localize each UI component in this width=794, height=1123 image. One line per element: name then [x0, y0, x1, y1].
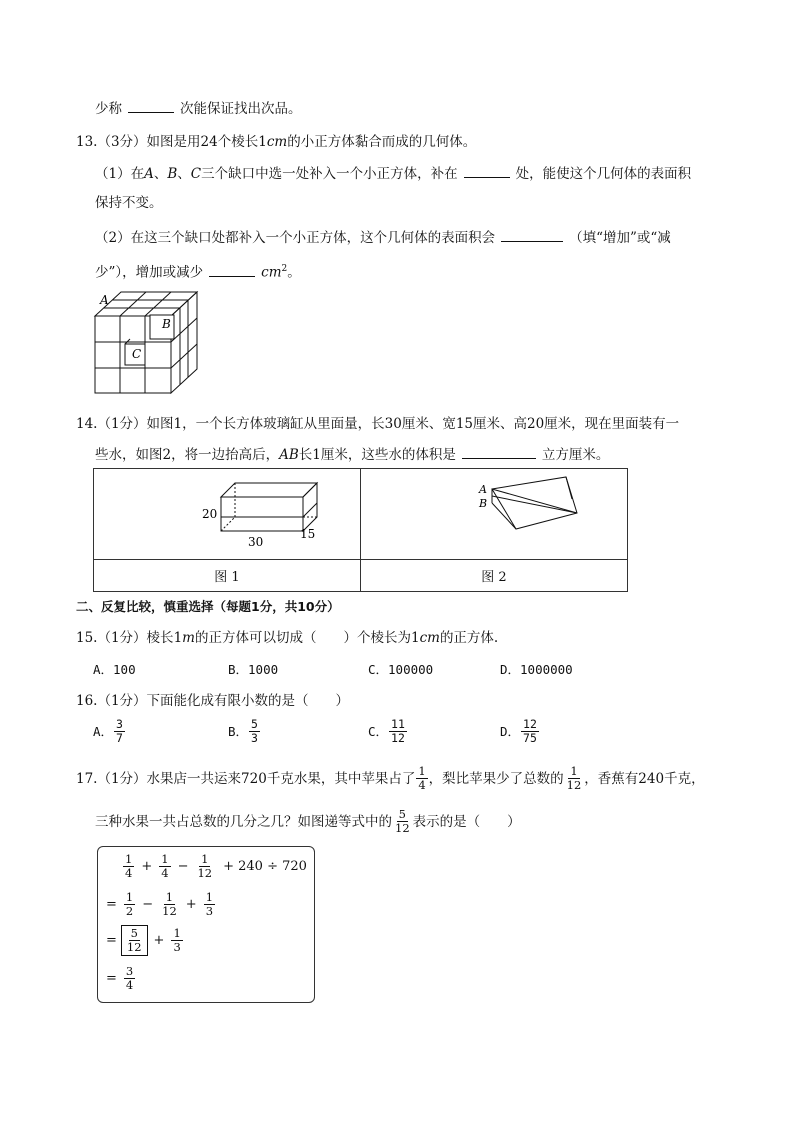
fig2-label-a: A — [479, 483, 487, 496]
q15-option-b[interactable]: B．1000 — [228, 662, 279, 677]
q13-p2-text-b: （填“增加”或“减 — [569, 230, 671, 246]
fig1-length: 30 — [248, 535, 264, 549]
section-2-heading: 二、反复比较，慎重选择（每题1分，共10分） — [76, 599, 340, 614]
q13-unit-num: 1 — [258, 134, 267, 150]
fig1-caption: 图 1 — [94, 560, 361, 592]
fig2-label-b: B — [479, 497, 488, 510]
q17-calculation-box — [97, 846, 315, 1003]
q14-text-c: 立方厘米。 — [541, 447, 610, 463]
q13-p2-unit: cm — [261, 264, 282, 281]
q16-option-b-label: B． — [228, 723, 249, 739]
q13-part2-line2 — [95, 259, 301, 283]
q17-text-b: ，梨比苹果少了总数的 — [428, 770, 564, 787]
q16-option-d-label: D． — [500, 723, 521, 739]
q16-option-c-label: C． — [368, 723, 389, 739]
q15-option-d[interactable]: D．1000000 — [500, 662, 573, 677]
q13-part2-line1 — [95, 227, 671, 248]
q14-line1: 14.（1分）如图1，一个长方体玻璃缸从里面量，长30厘米、宽15厘米、高20厘米，现在里面装有一 — [76, 416, 680, 432]
q13-p2-sup: 2 — [281, 264, 288, 274]
q16-option-b[interactable] — [228, 718, 261, 745]
q13-stem — [76, 132, 476, 152]
q13-sep2: 、 — [177, 166, 191, 182]
q13-p1-text-b: 三个缺口中选一处补入一个小正方体，补在 — [201, 166, 458, 182]
q13-p1-answer-blank[interactable] — [464, 163, 510, 178]
q13-p2-text-c: 少”），增加或减少 — [95, 264, 204, 281]
q13-stem-prefix: 13.（3分）如图是用24个棱长 — [76, 134, 259, 150]
q12-answer-blank[interactable] — [128, 98, 174, 113]
calc-row-4: = $\frac{3}{4}$ — [106, 964, 134, 992]
q13-p2-answer-blank-2[interactable] — [209, 262, 255, 277]
fig1-height: 20 — [202, 507, 218, 521]
q13-p2-text-a: （2）在这三个缺口处都补入一个小正方体，这个几何体的表面积会 — [95, 230, 496, 246]
q17-text-e: 表示的是（ ） — [412, 813, 521, 830]
q13-part1-line1 — [95, 163, 691, 184]
q13-letter-a: A — [144, 166, 154, 182]
q17-text-c: ，香蕉有240千克， — [584, 770, 705, 787]
fig1-width: 15 — [300, 527, 316, 541]
q15-text-a: 15.（1分）棱长 — [76, 630, 174, 646]
q12-tail-line — [95, 98, 302, 119]
q13-p2-answer-blank-1[interactable] — [501, 227, 563, 242]
q17-fraction-2: $\frac{1}{12}$ — [566, 764, 582, 792]
q17-fraction-3: $\frac{5}{12}$ — [395, 807, 410, 835]
q13-unit: cm — [266, 134, 288, 150]
q12-text-before: 少称 — [95, 101, 122, 117]
fig2-cell — [361, 469, 628, 560]
q15-cm-unit: cm — [419, 630, 440, 646]
q14-text-b: 长1厘米，这些水的体积是 — [298, 447, 456, 463]
q13-p2-end: 。 — [287, 264, 301, 281]
q16-option-c-fraction: $\frac{11}{12}$ — [391, 717, 405, 745]
q15-m-num: 1 — [173, 630, 183, 646]
q15-m-unit: m — [182, 630, 195, 646]
q12-text-after: 次能保证找出次品。 — [180, 101, 302, 117]
q13-sep1: 、 — [153, 166, 168, 182]
label-c: C — [132, 347, 142, 361]
fig2-caption: 图 2 — [361, 560, 628, 592]
q16-option-a-label: A． — [93, 723, 114, 739]
label-a: A — [100, 293, 109, 307]
fig1-cell — [94, 469, 361, 560]
calc-row-1: $\frac{1}{4}$ + $\frac{1}{4}$ − $\frac{1}{12}$ + 240 ÷ 720 — [125, 852, 307, 880]
fig1-box-drawing — [94, 469, 360, 559]
q13-stem-suffix: 的小正方体黏合而成的几何体。 — [287, 134, 477, 150]
q16-option-a[interactable] — [93, 718, 126, 745]
q13-p1-text-c: 处，能使这个几何体的表面积 — [515, 166, 692, 182]
q15-text-b: 的正方体可以切成（ ）个棱长为 — [194, 630, 411, 646]
q15-cm-num: 1 — [410, 630, 420, 646]
q13-p1-text-a: （1）在 — [95, 166, 145, 182]
q16-option-d-fraction: $\frac{12}{75}$ — [523, 717, 537, 745]
calc-row-3: = $\frac{5}{12}$ + $\frac{1}{3}$ — [106, 926, 181, 954]
q17-line2 — [95, 808, 521, 835]
q13-letter-b: B — [167, 166, 178, 182]
q14-ab: AB — [279, 447, 299, 463]
q13-part1-line2: 保持不变。 — [95, 195, 163, 211]
q16-option-b-fraction: $\frac{5}{3}$ — [251, 717, 258, 745]
q16-option-c[interactable] — [368, 718, 408, 745]
q16-option-a-fraction: $\frac{3}{7}$ — [116, 717, 123, 745]
label-b: B — [162, 317, 171, 331]
calc-row-2: = $\frac{1}{2}$ − $\frac{1}{12}$ + $\frac{1}{3}$ — [106, 890, 214, 918]
q13-cube-figure — [92, 288, 202, 396]
q17-line1 — [76, 765, 705, 792]
q13-letter-c: C — [190, 166, 202, 182]
q16-stem: 16.（1分）下面能化成有限小数的是（ ） — [76, 693, 350, 709]
q14-figure-table — [93, 468, 628, 592]
q17-fraction-1: $\frac{1}{4}$ — [418, 764, 426, 792]
q17-text-d: 三种水果一共占总数的几分之几？如图递等式中的 — [95, 813, 392, 830]
q14-answer-blank[interactable] — [462, 444, 536, 459]
boxed-fraction[interactable]: $\frac{5}{12}$ — [121, 925, 148, 956]
q17-text-a: 17.（1分）水果店一共运来720千克水果，其中苹果占了 — [76, 770, 416, 787]
q15-text-c: 的正方体. — [439, 630, 499, 646]
fig2-tilted-box — [361, 469, 627, 559]
q14-line2 — [95, 444, 609, 465]
q15-stem — [76, 628, 498, 648]
q15-option-a[interactable]: A．100 — [93, 662, 136, 677]
q14-text-a: 些水，如图2，将一边抬高后， — [95, 447, 280, 463]
q16-option-d[interactable] — [500, 718, 540, 745]
q15-option-c[interactable]: C．100000 — [368, 662, 434, 677]
